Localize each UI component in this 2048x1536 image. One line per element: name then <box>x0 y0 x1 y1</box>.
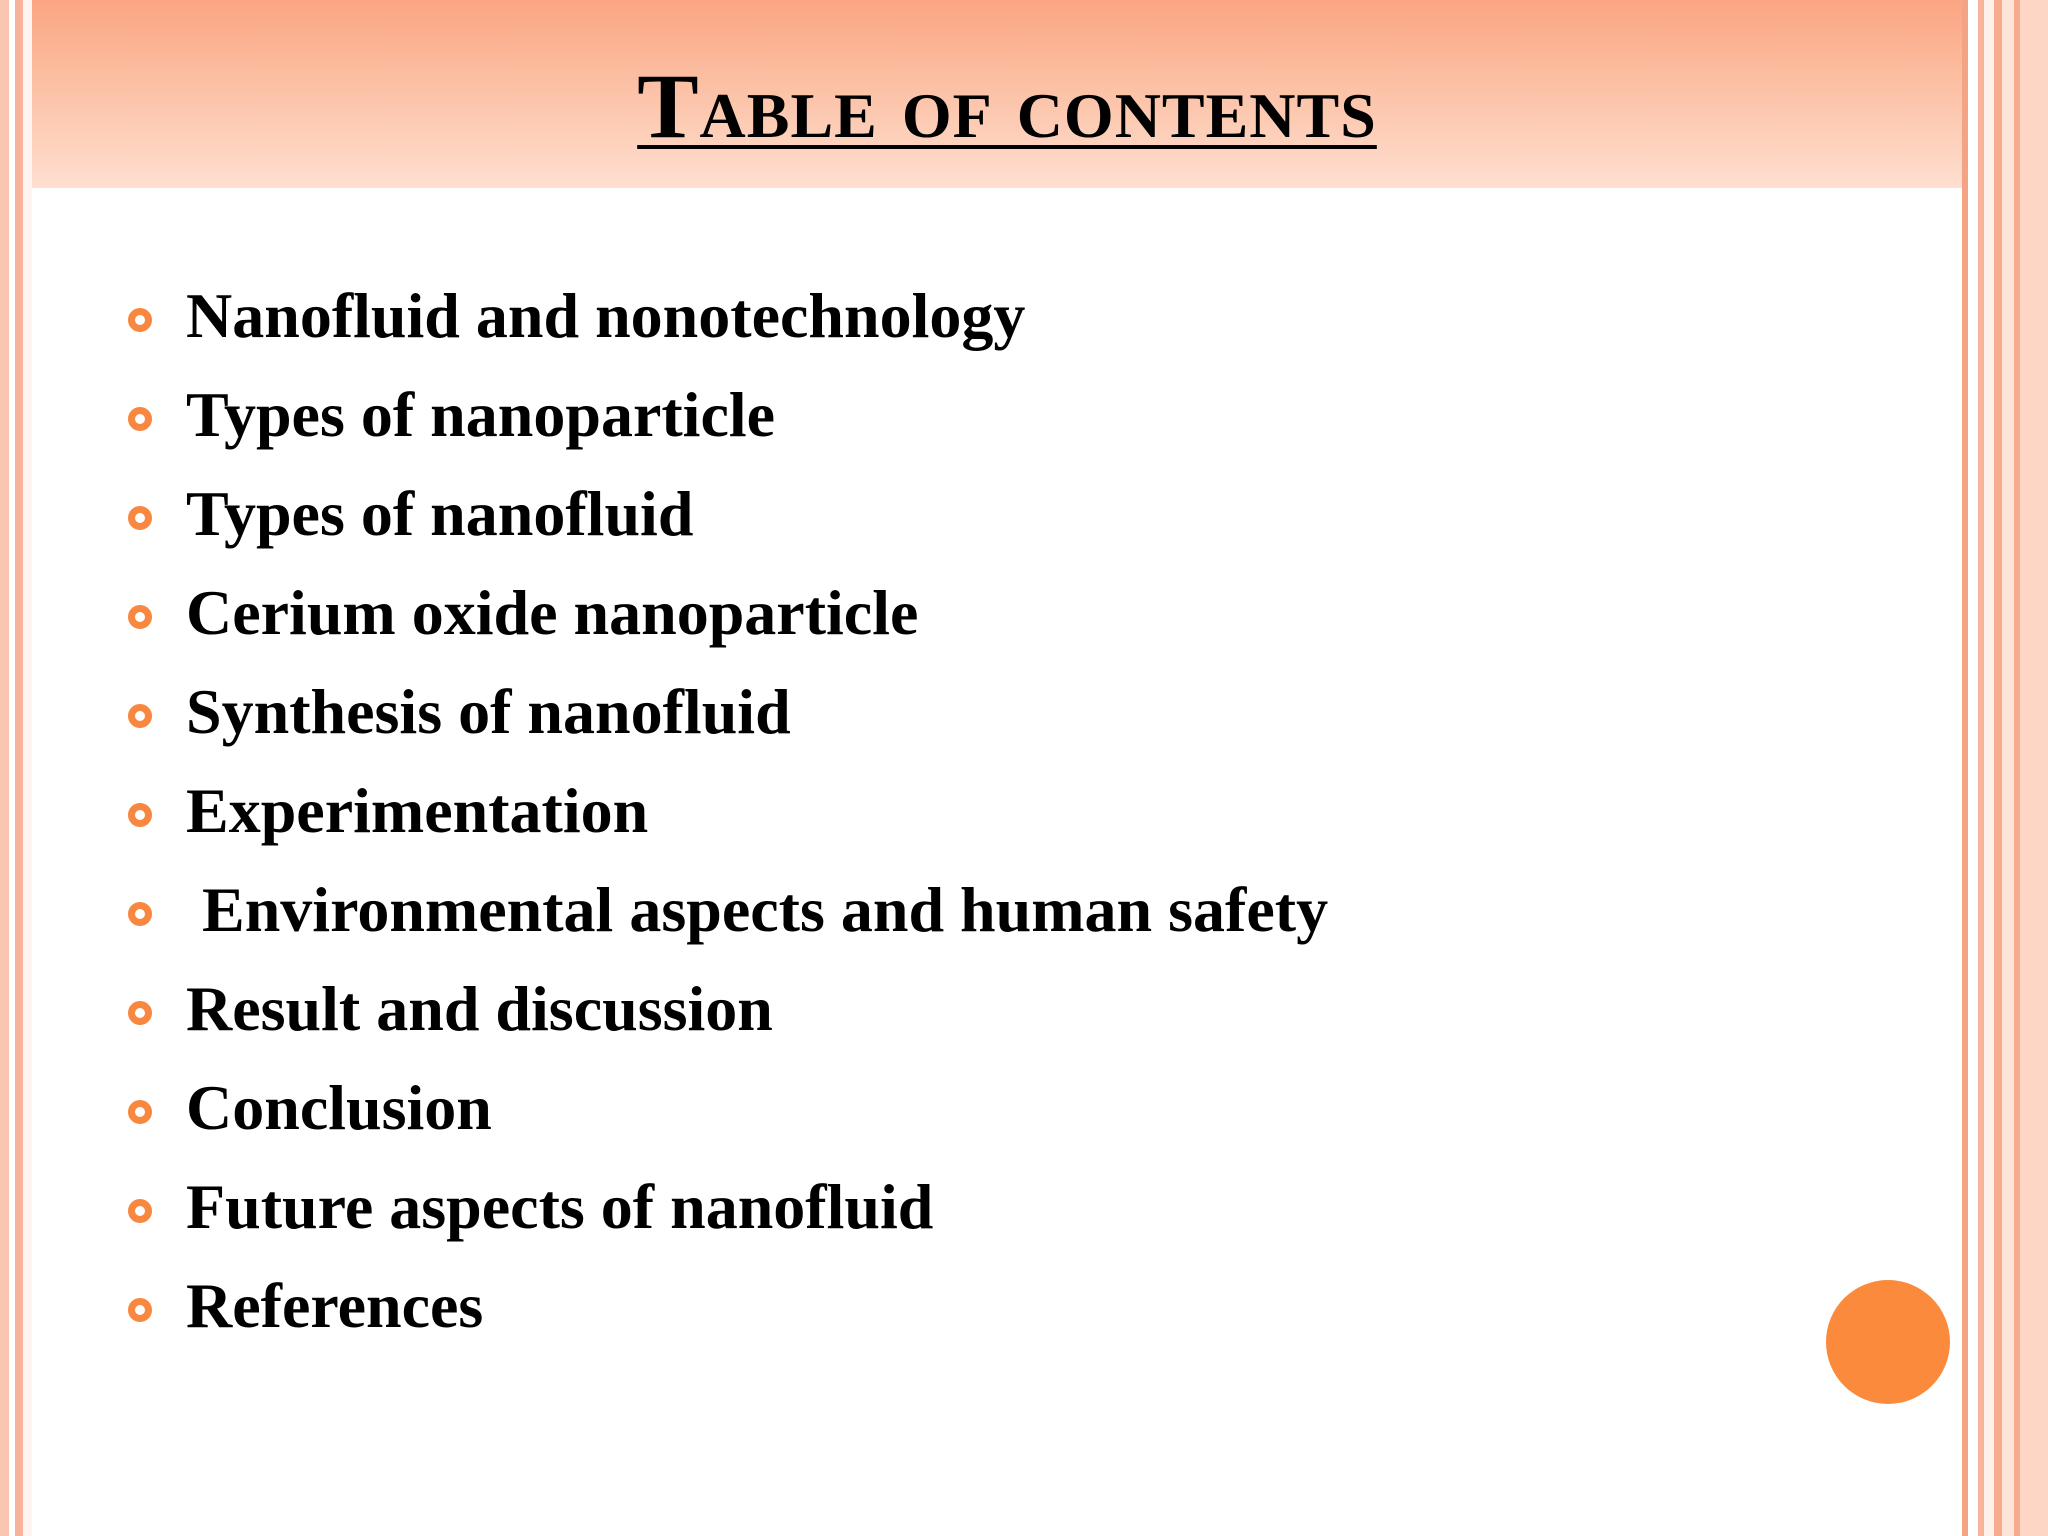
circle-bullet-icon <box>128 506 152 530</box>
right-border-stripe <box>1984 0 1994 1536</box>
circle-bullet-icon <box>128 1100 152 1124</box>
left-border-stripe <box>23 0 32 1536</box>
circle-bullet-icon <box>128 1298 152 1322</box>
right-border-stripe <box>2020 0 2048 1536</box>
circle-bullet-icon <box>128 1199 152 1223</box>
left-border-stripe <box>15 0 23 1536</box>
circle-bullet-icon <box>128 902 152 926</box>
slide-title-text: Table of contents <box>637 55 1377 157</box>
circle-bullet-icon <box>128 308 152 332</box>
circle-bullet-icon <box>128 1001 152 1025</box>
circle-bullet-icon <box>128 407 152 431</box>
orange-circle-decoration <box>1826 1280 1950 1404</box>
circle-bullet-icon <box>128 605 152 629</box>
list-item-label: Synthesis of nanofluid <box>186 676 791 747</box>
list-item-label: Experimentation <box>186 775 649 846</box>
circle-bullet-icon <box>128 704 152 728</box>
slide-content <box>32 0 1962 1536</box>
list-item-label: Future aspects of nanofluid <box>186 1171 934 1242</box>
right-border-stripe <box>2002 0 2014 1536</box>
right-border-stripe <box>1994 0 2002 1536</box>
list-item-label: Nanofluid and nonotechnology <box>186 280 1026 351</box>
list-item-label: Conclusion <box>186 1072 492 1143</box>
list-item-label: Types of nanoparticle <box>186 379 776 450</box>
right-border-stripe <box>1968 0 1978 1536</box>
list-item-label: Environmental aspects and human safety <box>186 874 1329 945</box>
list-item-label: References <box>186 1270 484 1341</box>
slide-title <box>32 55 1982 157</box>
circle-bullet-icon <box>128 803 152 827</box>
list-item-label: Types of nanofluid <box>186 478 694 549</box>
list-item-label: Result and discussion <box>186 973 773 1044</box>
left-border-stripe <box>0 0 9 1536</box>
list-item-label: Cerium oxide nanoparticle <box>186 577 919 648</box>
